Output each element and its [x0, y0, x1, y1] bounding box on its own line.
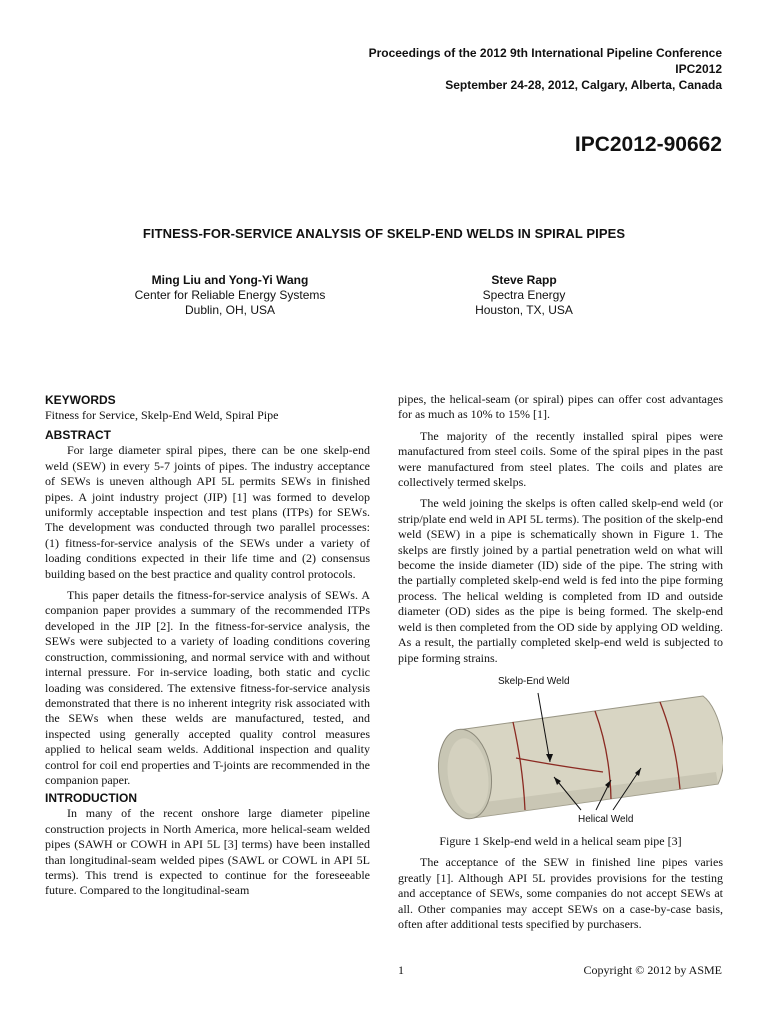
author-location: Dublin, OH, USA — [184, 303, 276, 317]
paper-id: IPC2012-90662 — [574, 133, 722, 156]
paper-title: FITNESS-FOR-SERVICE ANALYSIS OF SKELP-END WELDS IN SPIRAL PIPES — [142, 226, 626, 241]
introduction-paragraph: In many of the recent onshore large diameter pipeline construction projects in North America, more helical-seam welded pipes (SAWH or COWH in API 5L [3] terms) have been installed than longitudinal-seam welded pipes (SAWL or COWL in API 5L terms). This trend is expected to continue for the foreseeable future. Compared to the longitudinal-seam — [45, 806, 370, 898]
continued-paragraph: pipes, the helical-seam (or spiral) pipes can offer cost advantages for as much as 10% to 15% [1]. — [398, 392, 723, 422]
copyright-notice: Copyright © 2012 by ASME — [583, 963, 722, 977]
figure-1 — [398, 672, 723, 828]
figure-caption: Figure 1 Skelp-end weld in a helical seam pipe [3] — [439, 833, 682, 848]
body-paragraph-2: The weld joining the skelps is often called skelp-end weld (or strip/plate end weld in API 5L terms). The position of the skelp-end weld (SEW) in a pipe is schematically shown in Figure 1. The skelps are firstly joined by a partial penetration weld on what will become the inside diameter (ID) side of the pipe. The string with the partially completed skelp-end weld is fed into the pipe forming process. The helical welding is completed from ID and outside diameter (OD) sides as the pipe is being formed. The skelp-end weld is then completed from the OD side by applying OD welding. As a result, the partially completed skelp-end weld is subjected to pipe forming strains. — [398, 496, 723, 665]
abstract-paragraph-1: For large diameter spiral pipes, there can be one skelp-end weld (SEW) in every 5-7 joints of pipes. The industry acceptance of SEWs is uneven although API 5L permits SEWs in finished pipes. A joint industry project (JIP) [1] was formed to develop uniformly acceptable inspection and test plans (ITPs) for SEWs. The development was conducted through two parallel processes: (1) fitness-for-service analysis of the SEWs under a variety of loading conditions expected in their life time and (2) consensus building based on the best practice and quality control protocols. — [45, 443, 370, 581]
introduction-heading: INTRODUCTION — [45, 791, 137, 806]
author-block-1 — [130, 273, 330, 318]
author-block-2 — [424, 273, 624, 318]
conference-name: IPC2012 — [675, 62, 722, 76]
helical-weld-label: Helical Weld — [578, 813, 634, 825]
pipe-illustration — [398, 672, 723, 828]
author-location: Houston, TX, USA — [475, 303, 573, 317]
body-paragraph-3: The acceptance of the SEW in finished line pipes varies greatly [1]. Although API 5L provides provisions for the testing and acceptance of SEWs, some companies do not accept SEWs at all. Other companies may accept SEWs on a case-by-case basis, often after additional tests specified by purchasers. — [398, 855, 723, 931]
abstract-paragraph-2: This paper details the fitness-for-service analysis of SEWs. A companion paper provides a summary of the recommended ITPs developed in the JIP [2]. In the fitness-for-service analysis, the SEWs were subjected to a variety of loading conditions covering construction, commissioning, and normal service with and without internal pressure. For in-service loading, both static and cyclic loading was considered. The extensive fitness-for-service analysis demonstrated that there is no inherent integrity risk associated with the SEWs when these welds are manufactured, tested, and inspected using generally accepted quality control measures applied to helical seam welds. Additional inspection and quality control for coil end properties and T-joints are recommended in the companion paper. — [45, 588, 370, 787]
conference-dates: September 24-28, 2012, Calgary, Alberta, Canada — [445, 78, 722, 92]
author-affiliation: Spectra Energy — [482, 288, 566, 302]
skelp-end-weld-label: Skelp-End Weld — [498, 675, 570, 687]
proceedings-header — [369, 45, 722, 93]
author-name: Steve Rapp — [491, 273, 557, 287]
left-column — [45, 392, 370, 905]
abstract-heading: ABSTRACT — [45, 428, 111, 443]
keywords-text: Fitness for Service, Skelp-End Weld, Spiral Pipe — [45, 408, 279, 422]
author-name: Ming Liu and Yong-Yi Wang — [151, 273, 309, 287]
keywords-heading: KEYWORDS — [45, 393, 116, 407]
proceedings-title: Proceedings of the 2012 9th International Pipeline Conference — [368, 46, 722, 60]
page-number: 1 — [398, 963, 404, 977]
right-column — [398, 392, 723, 938]
author-affiliation: Center for Reliable Energy Systems — [134, 288, 326, 302]
body-paragraph-1: The majority of the recently installed spiral pipes were manufactured from steel coils. Some of the spiral pipes in the past were manufactured from steel plates. The coils and plates are collectively termed skelps. — [398, 428, 723, 490]
